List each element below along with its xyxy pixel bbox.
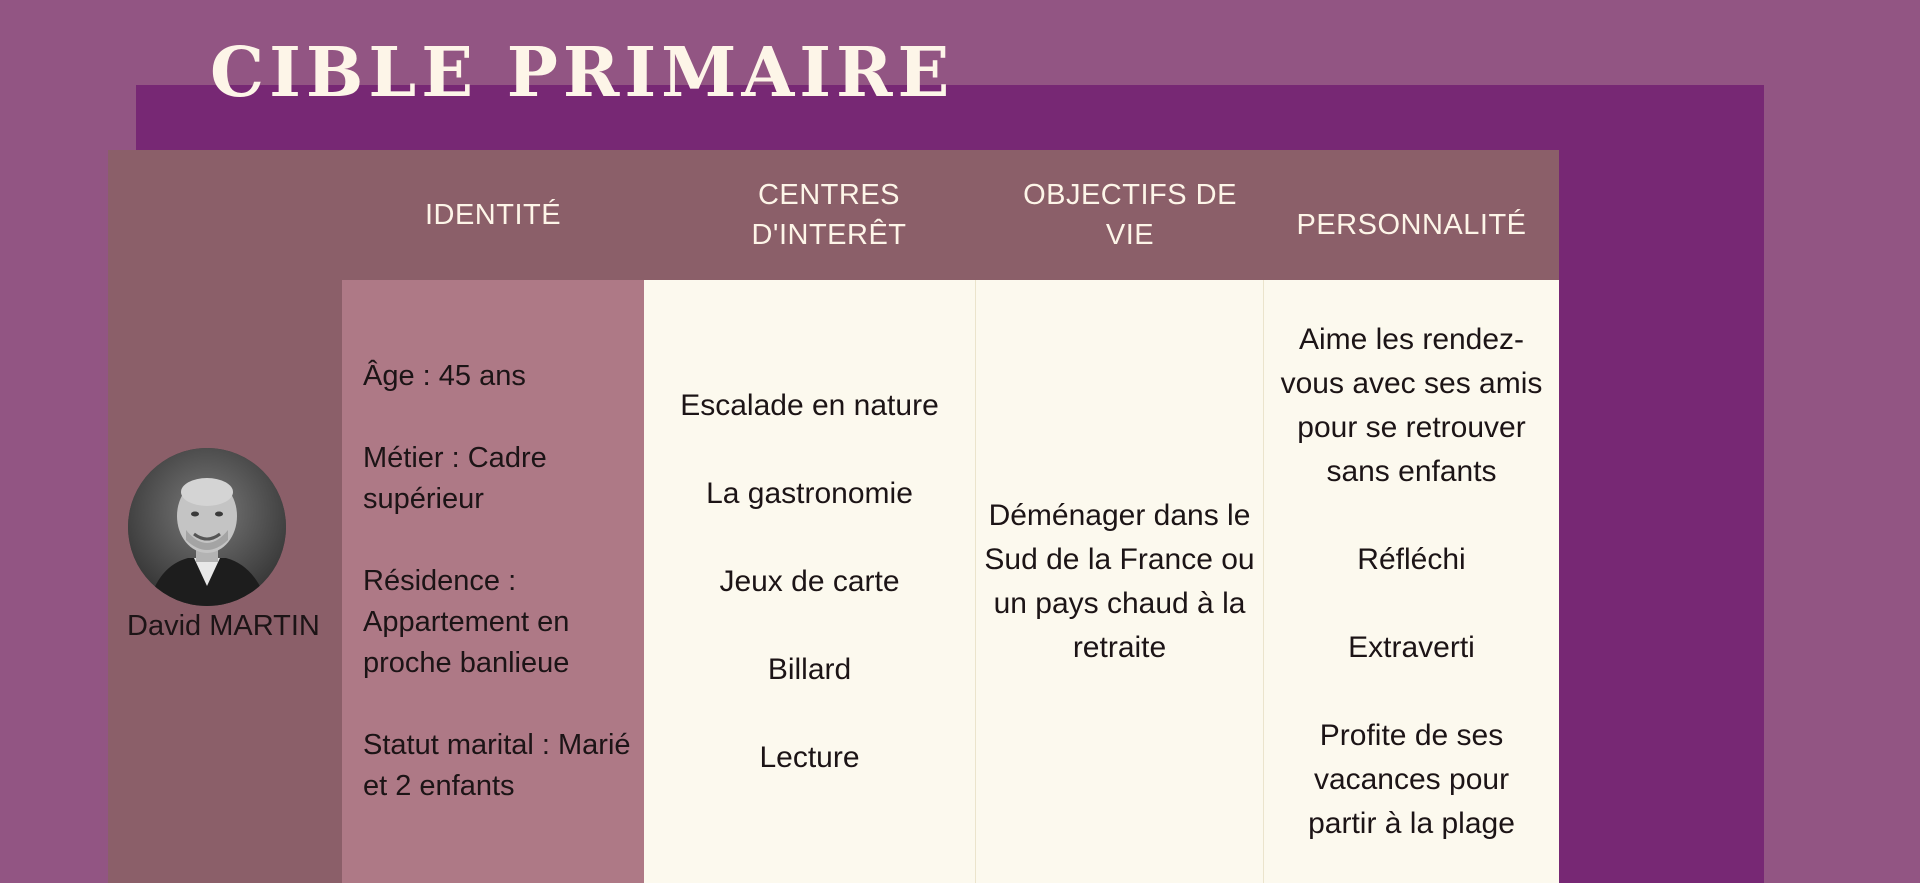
interests-column	[644, 280, 976, 883]
persona-table	[108, 150, 1559, 883]
header-personality-label: PERSONNALITÉ	[1296, 209, 1527, 241]
personality-item: Réfléchi	[1357, 542, 1466, 576]
header-identity	[342, 150, 644, 280]
header-personality	[1264, 150, 1559, 280]
header-goals-line2: VIE	[1105, 219, 1155, 251]
personality-column	[1264, 280, 1559, 883]
header-interests-line1: CENTRES	[757, 179, 901, 211]
identity-column	[342, 280, 644, 883]
identity-residence: Résidence : Appartement en proche banlieue	[363, 565, 570, 679]
person-column	[108, 280, 342, 883]
header-goals	[976, 150, 1264, 280]
goals-column	[976, 280, 1264, 883]
personality-item: Aime les rendez-vous avec ses amis pour se retrouver sans enfants	[1280, 322, 1543, 488]
header-interests	[644, 150, 976, 280]
interest-item: Jeux de carte	[719, 564, 900, 598]
interest-item: Lecture	[759, 740, 860, 774]
avatar	[128, 448, 286, 606]
person-name: David MARTIN	[127, 610, 320, 642]
life-goal-text: Déménager dans le Sud de la France ou un pays chaud à la retraite	[984, 498, 1255, 664]
interest-item: La gastronomie	[706, 476, 913, 510]
identity-age: Âge : 45 ans	[363, 360, 526, 392]
header-identity-label: IDENTITÉ	[424, 199, 562, 231]
interest-item: Escalade en nature	[680, 388, 939, 422]
person-portrait-icon	[128, 448, 286, 606]
personality-item: Extraverti	[1348, 630, 1475, 664]
personality-item: Profite de ses vacances pour partir à la plage	[1308, 718, 1515, 840]
page-title: CIBLE PRIMAIRE	[210, 33, 955, 113]
header-interests-line2: D'INTERÊT	[751, 219, 907, 251]
identity-marital-status: Statut marital : Marié et 2 enfants	[363, 729, 631, 802]
header-goals-line1: OBJECTIFS DE	[1023, 179, 1237, 211]
interest-item: Billard	[767, 652, 852, 686]
identity-job: Métier : Cadre supérieur	[363, 442, 547, 515]
